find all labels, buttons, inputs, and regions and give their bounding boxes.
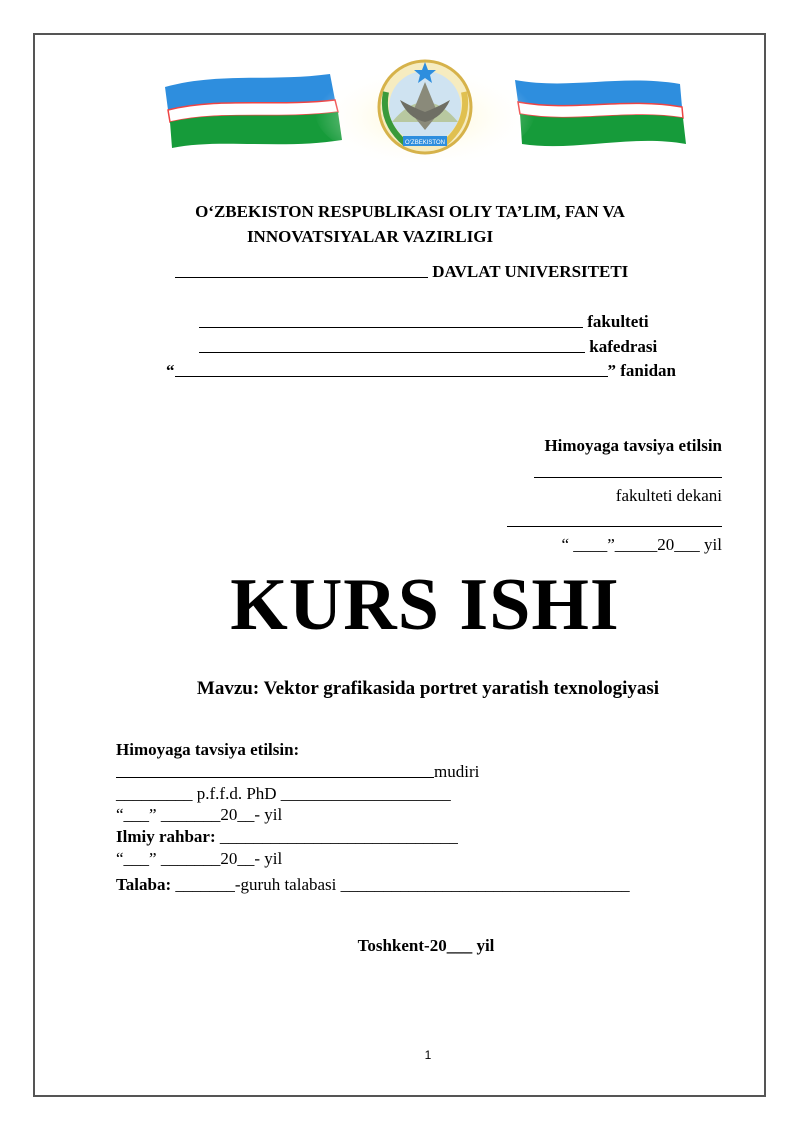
student-blank: _______-guruh talabasi __________________________________ <box>171 875 630 894</box>
advisor-line <box>116 827 458 847</box>
date-line-2: “___” _______20__- yil <box>116 849 283 868</box>
faculty-blank <box>199 326 583 328</box>
ministry-line-1: O‘ZBEKISTON RESPUBLIKASI OLIY TA’LIM, FAN VA <box>195 202 625 221</box>
page-number: 1 <box>424 1048 432 1062</box>
topic: Mavzu: Vektor grafikasida portret yaratish texnologiyasi <box>196 678 660 699</box>
university-line <box>175 262 628 282</box>
date-line-1: “___” _______20__- yil <box>116 805 283 824</box>
approval-heading: Himoyaga tavsiya etilsin <box>544 436 722 455</box>
subject-label: ” fanidan <box>607 361 676 380</box>
approval-date: “ ____”_____20___ yil <box>561 535 722 554</box>
ministry-line-2: INNOVATSIYALAR VAZIRLIGI <box>246 227 494 246</box>
faculty-label: fakulteti <box>587 312 649 331</box>
subject-open-quote: “ <box>166 361 175 380</box>
dean-role: fakulteti dekani <box>615 486 722 505</box>
state-emblem <box>379 61 471 153</box>
subject-line <box>166 361 676 381</box>
flag-right <box>515 80 686 146</box>
department-blank <box>199 351 585 353</box>
emblem-ribbon-text: O‘ZBEKISTON <box>405 140 445 146</box>
university-label: DAVLAT UNIVERSITETI <box>432 262 629 281</box>
advisor-blank: ____________________________ <box>215 827 458 846</box>
signatures-heading: Himoyaga tavsiya etilsin: <box>116 740 300 759</box>
department-label: kafedrasi <box>589 337 658 356</box>
subject-blank <box>175 375 608 377</box>
head-role: mudiri <box>434 762 480 781</box>
faculty-line <box>199 312 649 332</box>
dean-signature-blank <box>507 526 722 527</box>
head-line <box>116 762 479 782</box>
department-line <box>199 337 657 357</box>
head-blank <box>116 776 434 778</box>
city-year: Toshkent-20___ yil <box>357 936 495 955</box>
degree-line: _________ p.f.f.d. PhD ____________________ <box>116 784 451 803</box>
student-label: Talaba: <box>116 875 172 894</box>
university-blank <box>175 276 428 278</box>
coat-of-arms-banner <box>160 52 690 162</box>
document-title: KURS ISHI <box>230 564 620 646</box>
dean-faculty-blank <box>534 477 722 478</box>
student-line <box>116 875 630 895</box>
advisor-label: Ilmiy rahbar: <box>116 827 216 846</box>
